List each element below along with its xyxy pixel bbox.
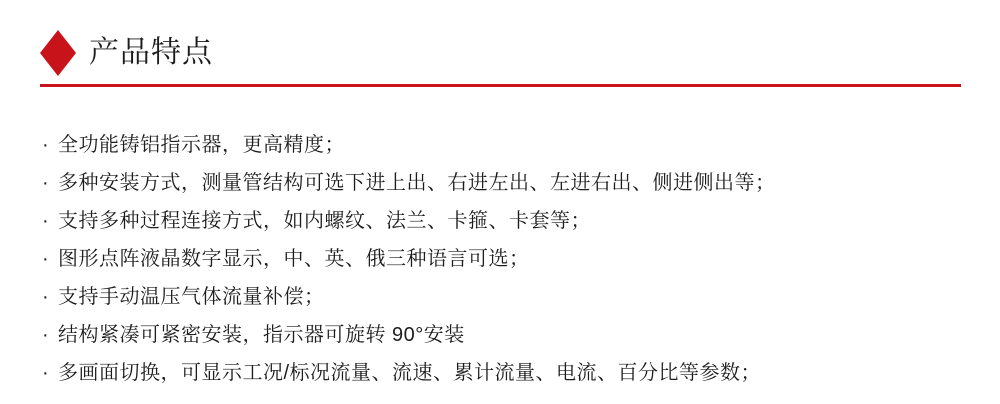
feature-text: 支持手动温压气体流量补偿；: [58, 286, 325, 308]
feature-item: [42, 354, 972, 392]
feature-text: 结构紧凑可紧密安装，指示器可旋转 90°安装: [58, 324, 465, 346]
feature-item: [42, 240, 972, 278]
feature-bullet: ·: [42, 286, 49, 308]
header-divider: [40, 84, 961, 87]
feature-bullet: ·: [42, 324, 49, 346]
feature-bullet: ·: [42, 172, 49, 194]
feature-list: [42, 126, 972, 392]
feature-text: 多画面切换，可显示工况/标况流量、流速、累计流量、电流、百分比等参数；: [58, 362, 762, 384]
feature-text: 全功能铸铝指示器，更高精度；: [58, 134, 345, 156]
feature-item: [42, 126, 972, 164]
feature-text: 支持多种过程连接方式，如内螺纹、法兰、卡箍、卡套等；: [58, 210, 591, 232]
section-header: [40, 30, 213, 76]
feature-bullet: ·: [42, 134, 49, 156]
feature-bullet: ·: [42, 362, 49, 384]
feature-item: [42, 316, 972, 354]
feature-item: [42, 164, 972, 202]
feature-bullet: ·: [42, 248, 49, 270]
feature-item: [42, 278, 972, 316]
feature-bullet: ·: [42, 210, 49, 232]
feature-text: 图形点阵液晶数字显示，中、英、俄三种语言可选；: [58, 248, 530, 270]
section-title: 产品特点: [89, 36, 213, 69]
diamond-icon: [40, 30, 76, 76]
feature-text: 多种安装方式，测量管结构可选下进上出、右进左出、左进右出、侧进侧出等；: [58, 172, 776, 194]
feature-item: [42, 202, 972, 240]
